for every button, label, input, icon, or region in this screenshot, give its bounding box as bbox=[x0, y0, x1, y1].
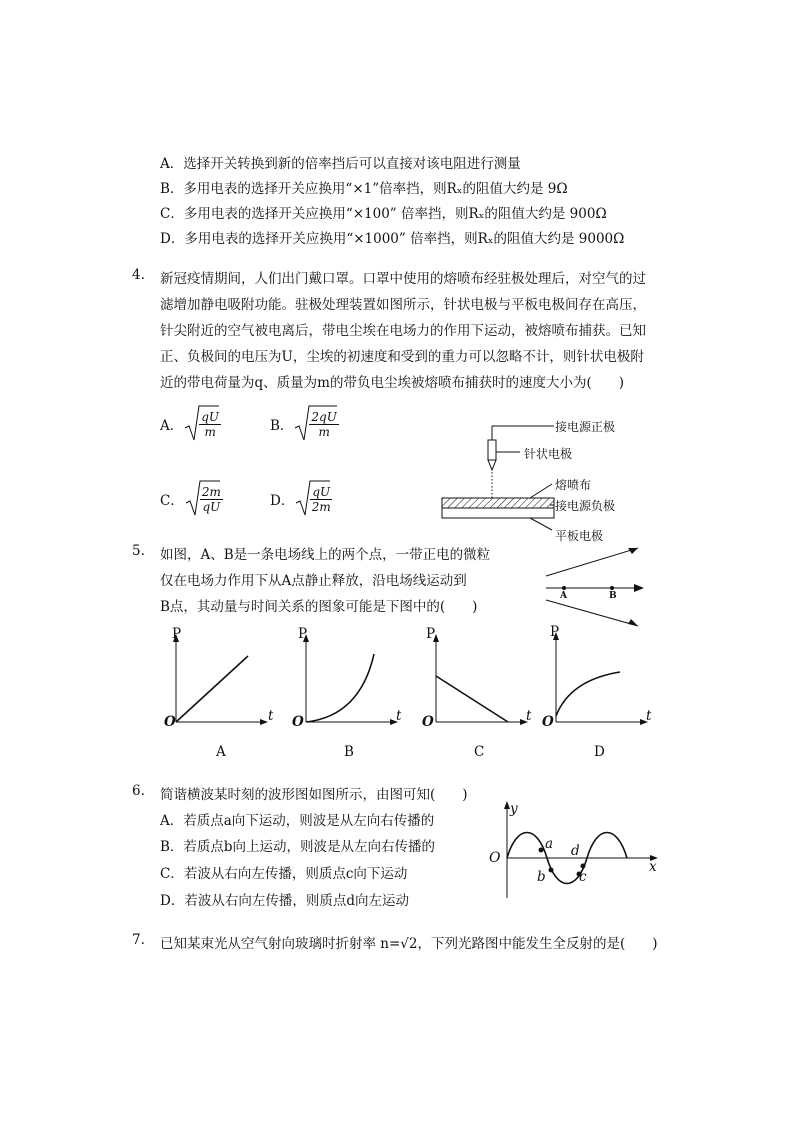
graph-d bbox=[540, 626, 660, 736]
q4-number: 4. bbox=[132, 267, 145, 283]
graph-a-caption: A bbox=[216, 744, 226, 760]
wave-x-label: x bbox=[649, 859, 657, 875]
point-d-dot bbox=[581, 864, 586, 869]
label-meltblown: 熔喷布 bbox=[555, 478, 592, 492]
q3-option-a: A．选择开关转换到新的倍率挡后可以直接对该电阻进行测量 bbox=[160, 156, 521, 172]
graph-b-p-label: P bbox=[298, 626, 308, 642]
q3-option-d: D．多用电表的选择开关应换用“×1000” 倍率挡，则Rₓ的阻值大约是 9000Ω bbox=[160, 231, 625, 247]
graph-c-caption: C bbox=[474, 744, 485, 760]
q4-a-denominator: m bbox=[204, 424, 216, 439]
label-positive: 接电源正极 bbox=[555, 420, 616, 434]
q7-number: 7. bbox=[132, 932, 145, 948]
point-a-dot bbox=[562, 586, 566, 590]
q4-a-numerator: qU bbox=[201, 409, 220, 424]
q6-stem: 简谐横波某时刻的波形图如图所示，由图可知( ) bbox=[160, 787, 468, 803]
q6-option-a: A．若质点a向下运动，则波是从左向右传播的 bbox=[160, 813, 435, 829]
q4-option-a-label: A． bbox=[160, 418, 184, 434]
q4-option-d-label: D． bbox=[270, 493, 295, 509]
wave-point-d-label: d bbox=[571, 843, 580, 859]
q5-line-1: 如图，A、B是一条电场线上的两个点，一带正电的微粒 bbox=[160, 547, 491, 563]
point-b-dot bbox=[549, 868, 554, 873]
wave-origin: O bbox=[489, 850, 501, 866]
q6-option-b: B．若质点b向上运动，则波是从左向右传播的 bbox=[160, 839, 436, 855]
q4-line-2: 滤增加静电吸附功能。驻极处理装置如图所示，针状电极与平板电极间存在高压， bbox=[160, 297, 646, 313]
graph-c-p-label: P bbox=[426, 626, 436, 642]
graph-b-curve bbox=[306, 654, 374, 722]
graph-a-p-label: P bbox=[172, 626, 182, 642]
q4-d-numerator: qU bbox=[312, 484, 331, 499]
arrow-head-icon bbox=[260, 719, 268, 725]
plate-label-line bbox=[530, 518, 552, 530]
graph-c bbox=[420, 626, 540, 736]
graph-c-curve bbox=[436, 676, 508, 722]
label-plate: 平板电极 bbox=[555, 529, 604, 543]
meltblown-layer bbox=[442, 498, 554, 508]
graph-c-origin: O bbox=[422, 714, 434, 730]
wave-point-c-label: c bbox=[579, 869, 587, 885]
q7-text: 已知某束光从空气射向玻璃时折射率 n=√2，下列光路图中能发生全反射的是( ) bbox=[160, 936, 658, 952]
plate-electrode bbox=[442, 508, 554, 518]
q4-c-numerator: 2m bbox=[201, 484, 221, 499]
q4-line-5: 近的带电荷量为q、质量为m的带负电尘埃被熔喷布捕获时的速度大小为( ) bbox=[160, 375, 624, 391]
q4-b-denominator: m bbox=[318, 424, 330, 439]
point-a-label: A bbox=[560, 591, 567, 601]
wave-point-b-label: b bbox=[537, 869, 546, 885]
q5-line-2: 仅在电场力作用下从A点静止释放，沿电场线运动到 bbox=[160, 573, 467, 589]
wave-diagram bbox=[480, 798, 660, 903]
graph-b-origin: O bbox=[292, 714, 304, 730]
graph-d-curve bbox=[556, 672, 620, 716]
q5-graphs bbox=[160, 626, 650, 766]
needle-electrode bbox=[488, 440, 496, 460]
q4-line-4: 正、负极间的电压为U，尘埃的初速度和受到的重力可以忽略不计，则针状电极附 bbox=[160, 349, 644, 365]
label-negative: 接电源负极 bbox=[555, 499, 616, 513]
q3-option-c: C．多用电表的选择开关应换用“×100” 倍率挡，则Rₓ的阻值大约是 900Ω bbox=[160, 206, 607, 222]
arrow-head-icon bbox=[628, 619, 638, 626]
graph-a-curve bbox=[176, 656, 248, 722]
q4-option-d bbox=[270, 479, 332, 519]
q4-d-denominator: 2m bbox=[311, 499, 331, 514]
wave-y-label: y bbox=[510, 801, 518, 817]
graph-a-origin: O bbox=[164, 714, 176, 730]
point-b-dot bbox=[610, 586, 614, 590]
graph-d-origin: O bbox=[542, 714, 554, 730]
label-needle: 针状电极 bbox=[524, 447, 573, 461]
q4-c-denominator: qU bbox=[202, 499, 221, 514]
q4-option-b-label: B． bbox=[270, 418, 294, 434]
q3-option-b: B．多用电表的选择开关应换用“×1”倍率挡，则Rₓ的阻值大约是 9Ω bbox=[160, 181, 568, 197]
q6-option-c: C．若波从右向左传播，则质点c向下运动 bbox=[160, 866, 408, 882]
graph-b-t-label: t bbox=[396, 708, 402, 724]
graph-a-t-label: t bbox=[268, 708, 274, 724]
q4-option-c bbox=[160, 479, 223, 519]
graph-a bbox=[160, 626, 280, 736]
q5-line-3: B点，其动量与时间关系的图象可能是下图中的( ) bbox=[160, 599, 478, 615]
meltblown-label-line bbox=[530, 484, 552, 498]
graph-d-p-label: P bbox=[550, 624, 560, 640]
field-line-top bbox=[546, 548, 638, 576]
q4-option-c-label: C． bbox=[160, 493, 184, 509]
needle-tip bbox=[488, 460, 496, 470]
q4-option-a bbox=[160, 404, 221, 444]
q4-line-3: 针尖附近的空气被电离后，带电尘埃在电场力的作用下运动，被熔喷布捕获。已知 bbox=[160, 323, 646, 339]
graph-b-caption: B bbox=[344, 744, 354, 760]
field-lines-diagram bbox=[540, 542, 650, 632]
point-b-label: B bbox=[609, 591, 617, 601]
field-line-bottom bbox=[546, 600, 638, 626]
arrow-head-icon bbox=[634, 584, 644, 592]
q4-line-1: 新冠疫情期间，人们出门戴口罩。口罩中使用的熔喷布经驻极处理后，对空气的过 bbox=[160, 271, 646, 287]
q5-number: 5. bbox=[132, 543, 145, 559]
graph-c-t-label: t bbox=[526, 708, 532, 724]
q4-option-b bbox=[270, 404, 339, 444]
point-a-dot bbox=[539, 848, 544, 853]
q4-b-numerator: 2qU bbox=[311, 409, 337, 424]
graph-d-caption: D bbox=[594, 744, 605, 760]
q6-option-d: D．若波从右向左传播，则质点d向左运动 bbox=[160, 893, 409, 909]
wave-point-a-label: a bbox=[545, 836, 554, 852]
graph-b bbox=[290, 626, 410, 736]
graph-d-t-label: t bbox=[646, 708, 652, 724]
q6-number: 6. bbox=[132, 783, 145, 799]
